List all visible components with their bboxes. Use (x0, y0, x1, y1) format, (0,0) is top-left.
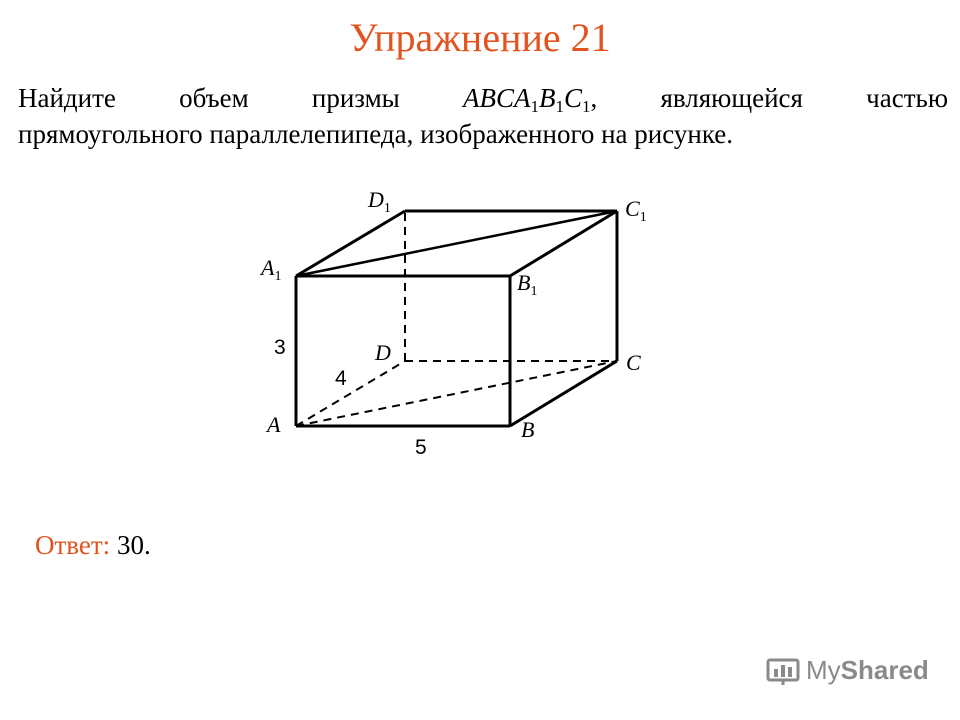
edge-A1D1 (296, 211, 405, 276)
problem-word: Найдите (18, 83, 116, 113)
problem-word: объем (179, 83, 249, 113)
dimension-depth: 4 (335, 367, 347, 390)
page-title: Упражнение 21 (349, 15, 611, 60)
parallelepiped-figure (255, 180, 675, 460)
vertex-label-B1: $B_1$ (517, 270, 538, 299)
prism-name: $ABCA_1B_1C_1$, (463, 83, 598, 116)
answer-label: Ответ: (35, 530, 111, 560)
answer-value: 30. (116, 530, 151, 560)
vertex-label-C: C (626, 350, 641, 375)
problem-word: являющейся (660, 83, 803, 113)
vertex-label-C1: $C_1$ (625, 196, 647, 225)
dimension-height: 3 (274, 336, 286, 359)
vertex-label-A: A (267, 412, 281, 437)
vertex-label-D1: $D_1$ (368, 187, 391, 216)
diagonal-A1C1 (296, 211, 617, 276)
problem-word: призмы (311, 83, 400, 113)
problem-line-2: прямоугольного параллелепипеда, изображенного на рисунке. (18, 119, 733, 149)
answer (35, 530, 151, 561)
problem-statement (18, 80, 948, 152)
presentation-icon (766, 656, 800, 686)
hidden-edge-AD (296, 361, 405, 426)
watermark-logo (766, 655, 929, 686)
vertex-label-B: B (521, 417, 535, 442)
watermark-text: MyShared (806, 655, 929, 685)
parallelepiped-svg (255, 180, 675, 460)
problem-line-1 (18, 80, 948, 116)
vertex-label-A1: $A_1$ (261, 255, 282, 284)
dimension-width: 5 (415, 436, 427, 459)
vertex-label-D: D (375, 340, 391, 365)
problem-word: частью (866, 83, 948, 113)
